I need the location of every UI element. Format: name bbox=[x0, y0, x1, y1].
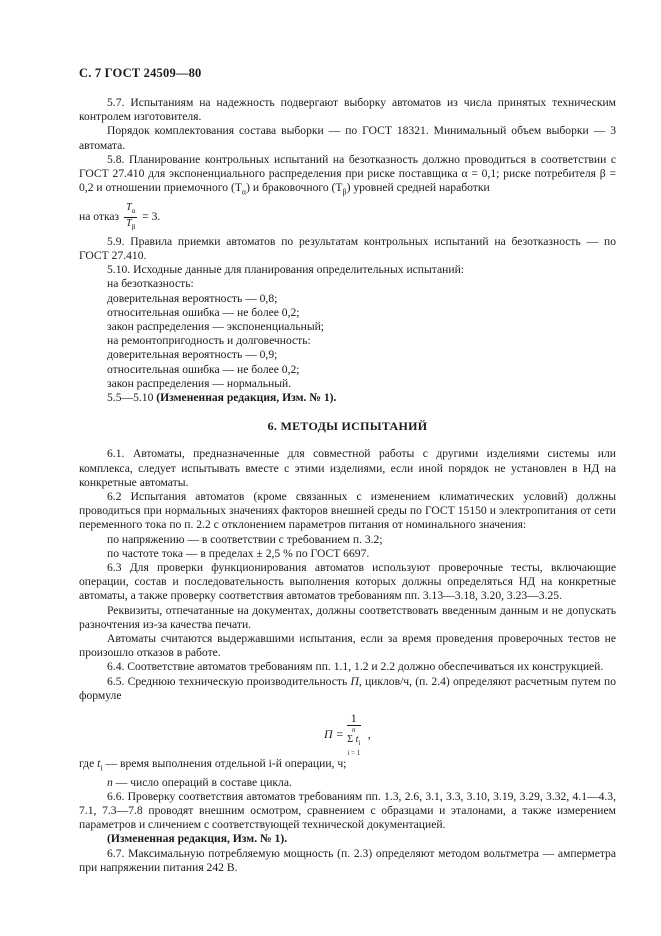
paragraph-6-3: 6.3 Для проверки функционирования автоматов используют проверочные тесты, включающие операции, состав и последовательность выполнения которых должны определяться НД на конкретные автоматы, а также проверку соответствия автоматов требованиям пп. 3.13—3.18, 3.20, 3.23—3.25. bbox=[79, 561, 616, 603]
list-item: относительная ошибка — не более 0,2; bbox=[107, 305, 300, 319]
formula-where-n: n — число операций в составе цикла. bbox=[107, 775, 292, 789]
document-body bbox=[79, 96, 616, 875]
productivity-formula: П = 1 n Σ $t_i$ i = 1 , bbox=[324, 711, 371, 758]
paragraph-6-5: 6.5. Среднюю техническую производительность П, циклов/ч, (п. 2.4) определяют расчетным путем по формуле bbox=[79, 674, 616, 702]
paragraph-5-10: 5.10. Исходные данные для планирования определительных испытаний: bbox=[107, 263, 464, 277]
list-item: на безотказность: bbox=[107, 277, 194, 291]
paragraph-6-6: 6.6. Проверку соответствия автоматов требованиям пп. 1.3, 2.6, 3.1, 3.3, 3.10, 3.19, 3.29, 3.32, 4.1—4.3, 7.1, 7.3—7.8 проводят внешним осмотром, сравнением с образцами и эталонами, а также измерением параметров и сличением с соответствующей технической документацией. bbox=[79, 789, 616, 832]
paragraph-5-7: 5.7. Испытаниям на надежность подвергают выборку автоматов из числа принятых техническим контролем изготовителя. bbox=[79, 96, 616, 124]
paragraph-5-9: 5.9. Правила приемки автоматов по результатам контрольных испытаний на безотказность — по ГОСТ 27.410. bbox=[79, 234, 616, 262]
paragraph-5-8-ratio: на отказ $\frac{T_\alpha}{T_\beta}$ = 3. bbox=[79, 201, 161, 231]
section-title: 6. МЕТОДЫ ИСПЫТАНИЙ bbox=[267, 419, 428, 434]
list-item: на ремонтопригодность и долговечность: bbox=[107, 334, 311, 348]
list-item: доверительная вероятность — 0,9; bbox=[107, 348, 278, 362]
formula-lhs: П = bbox=[324, 726, 344, 741]
paragraph-6-4: 6.4. Соответствие автоматов требованиям пп. 1.1, 1.2 и 2.2 должно обеспечиваться их конструкцией. bbox=[107, 660, 604, 674]
formula-where-ti: где $t_i$ — время выполнения отдельной i-й операции, ч; bbox=[79, 757, 347, 773]
paragraph-6-2-frequency: по частоте тока — в пределах ± 2,5 % по ГОСТ 6697. bbox=[107, 546, 370, 560]
paragraph-5-8: 5.8. Планирование контрольных испытаний на безотказность должно проводиться в соответствии с ГОСТ 27.410 для экспоненциального распределения при риске поставщика α = 0,1; риске потребителя β = 0,2 и отношении приемочного $(T_\alpha)$ и браковочного $(T_\beta)$ уровней средней наработки bbox=[79, 152, 616, 197]
amendment-note: 5.5—5.10 (Измененная редакция, Изм. № 1). bbox=[107, 390, 337, 404]
page-header: С. 7 ГОСТ 24509—80 bbox=[79, 66, 202, 80]
paragraph-6-1: 6.1. Автоматы, предназначенные для совместной работы с другими изделиями системы или комплекса, следует испытывать вместе с этими изделиями, если иной порядок не установлен в НД на конкретные автоматы. bbox=[79, 447, 616, 489]
paragraph-6-7: 6.7. Максимальную потребляемую мощность (п. 2.3) определяют методом вольтметра — амперметра при напряжении питания 242 В. bbox=[79, 846, 616, 874]
paragraph-6-3-passed: Автоматы считаются выдержавшими испытания, если за время проведения проверочных тестов не произошло отказов в работе. bbox=[79, 632, 616, 660]
list-item: доверительная вероятность — 0,8; bbox=[107, 291, 278, 305]
paragraph-5-7-sampling: Порядок комплектования состава выборки — по ГОСТ 18321. Минимальный объем выборки — 3 автомата. bbox=[79, 124, 616, 152]
ratio-fraction: $\frac{T_\alpha}{T_\beta}$ bbox=[126, 201, 136, 231]
paragraph-6-3-details: Реквизиты, отпечатанные на документах, должны соответствовать введенным данным и не допускать разночтения из-за качества печати. bbox=[79, 603, 616, 631]
list-item: закон распределения — нормальный. bbox=[107, 376, 292, 390]
paragraph-6-2: 6.2 Испытания автоматов (кроме связанных с изменением климатических условий) должны проводиться при нормальных значениях факторов внешней среды по ГОСТ 15150 и электропитания от сети переменного тока по п. 2.2 с отклонением параметров питания от номинального значения: bbox=[79, 489, 616, 532]
amendment-note: (Измененная редакция, Изм. № 1). bbox=[107, 832, 288, 846]
list-item: относительная ошибка — не более 0,2; bbox=[107, 362, 300, 376]
formula-fraction: 1 n Σ $t_i$ i = 1 bbox=[347, 711, 361, 758]
paragraph-6-2-voltage: по напряжению — в соответствии с требованием п. 3.2; bbox=[107, 532, 383, 546]
list-item: закон распределения — экспоненциальный; bbox=[107, 319, 325, 333]
